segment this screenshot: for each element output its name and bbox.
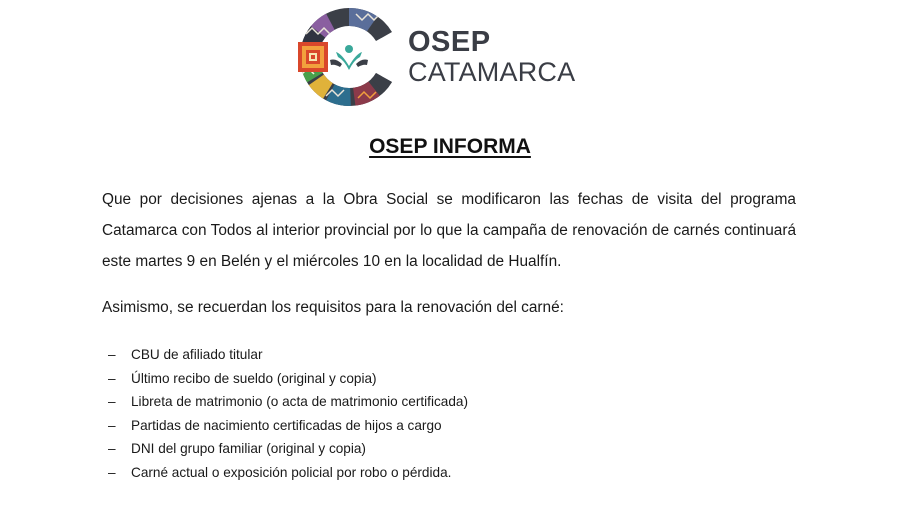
page-title: OSEP INFORMA [369, 135, 531, 158]
list-item [108, 437, 468, 461]
requirement-text: Partidas de nacimiento certificadas de hijos a cargo [131, 417, 442, 433]
requirement-text: Libreta de matrimonio (o acta de matrimonio certificada) [131, 394, 468, 410]
requirement-text: Carné actual o exposición policial por robo o pérdida. [131, 464, 452, 480]
osep-emblem-icon [296, 4, 402, 110]
logo-osep-text: OSEP [408, 26, 491, 58]
logo-wordmark [408, 28, 575, 86]
osep-catamarca-logo [296, 4, 586, 110]
announcement-paragraph: Que por decisiones ajenas a la Obra Social se modificaron las fechas de visita del programa Catamarca con Todos al interior provincial por lo que la campaña de renovación de carnés continuará este martes 9 en Belén y el miércoles 10 en la localidad de Hualfín. [102, 191, 796, 270]
dash-bullet-icon: – [108, 394, 116, 410]
dash-bullet-icon: – [108, 441, 116, 457]
list-item [108, 390, 468, 414]
requirements-list [108, 343, 468, 484]
dash-bullet-icon: – [108, 464, 116, 480]
logo-catamarca-text: CATAMARCA [408, 57, 576, 87]
dash-bullet-icon: – [108, 347, 116, 363]
requirements-intro: Asimismo, se recuerdan los requisitos para la renovación del carné: [102, 299, 564, 316]
dash-bullet-icon: – [108, 417, 116, 433]
list-item [108, 461, 468, 485]
requirement-text: DNI del grupo familiar (original y copia) [131, 441, 366, 457]
list-item [108, 367, 468, 391]
list-item [108, 343, 468, 367]
requirement-text: CBU de afiliado titular [131, 347, 263, 363]
requirement-text: Último recibo de sueldo (original y copia) [131, 370, 377, 386]
list-item [108, 414, 468, 438]
dash-bullet-icon: – [108, 370, 116, 386]
